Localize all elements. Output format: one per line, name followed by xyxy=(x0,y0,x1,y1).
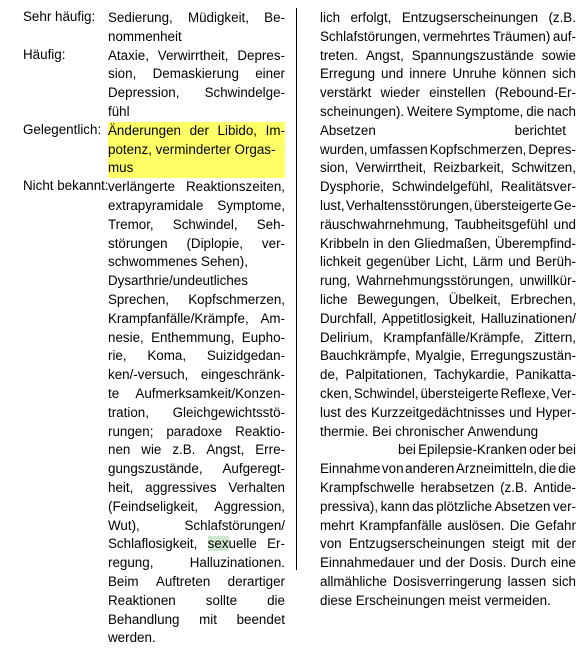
text-line: Schlaflosigkeit, sexuelle Er- xyxy=(108,536,285,552)
text-line: Dysphorie, Schwindelgefühl, Realitätsver- xyxy=(320,179,576,195)
text-line: Sedierung, Müdigkeit, Be- xyxy=(108,10,285,25)
frequency-label: Sehr häufig: xyxy=(23,9,96,24)
text-line: Einnahme von anderen Arzneimitteln, die die xyxy=(320,461,576,477)
text-line: Delirium, Krampfanfälle/Krämpfe, Zittern, xyxy=(320,329,576,345)
text-line: sion, Verwirrtheit, Reizbarkeit, Schwitzen, xyxy=(320,160,576,176)
text-line: sion, Demaskierung einer xyxy=(108,66,285,82)
text-line: Einnahmedauer und der Dosis. Durch eine xyxy=(320,555,576,571)
text-line: Krampfschwelle herabsetzen (z.B. Antide- xyxy=(320,479,576,495)
text-line: scheinungen). Weitere Symptome, die nach xyxy=(320,103,576,119)
text-line: Bauchkrämpfe, Myalgie, Erregungszustän- xyxy=(320,348,576,364)
text-line: extrapyramidale Symptome, xyxy=(108,197,285,213)
text-line: thermie. Bei chronischer Anwendung xyxy=(320,423,539,439)
text-line: rungen; paradoxe Reaktio- xyxy=(108,423,285,439)
text-line: rung, Wahrnehmungsstörungen, unwillkür- xyxy=(320,273,576,289)
frequency-label: Nicht bekannt: xyxy=(23,178,109,194)
text-line: de, Palpitationen, Tachykardie, Panikatta- xyxy=(320,367,576,383)
text-line: tration, Gleichgewichtsstö- xyxy=(108,404,285,420)
text-line: Depression, Schwindelge- xyxy=(108,85,285,101)
text-line: Sprechen, Kopfschmerzen, xyxy=(108,291,285,307)
text-line: Reaktionen sollte die xyxy=(108,592,285,608)
text-line: liche Bewegungen, Übelkeit, Erbrechen, xyxy=(320,291,576,307)
text-line: lich erfolgt, Entzugserscheinungen (z.B. xyxy=(320,10,576,25)
text-line: rie, Koma, Suizidgedan- xyxy=(108,348,285,364)
text-line: Änderungen der Libido, Im- xyxy=(108,122,285,138)
text-line: Behandlung mit beendet xyxy=(108,611,285,627)
frequency-effects xyxy=(108,9,285,47)
text-line: Ataxie, Verwirrtheit, Depres- xyxy=(108,47,285,63)
text-line: heit, aggressives Verhalten xyxy=(108,479,285,495)
text-line: Krampfanfälle/Krämpfe, Am- xyxy=(108,310,285,326)
text-line: potenz, verminderter Orgas- xyxy=(108,141,276,157)
text-line: mus xyxy=(108,160,134,176)
text-line: Absetzen berichtet xyxy=(320,122,566,138)
frequency-effects xyxy=(108,122,285,178)
text-line: allmähliche Dosisverringerung lassen sich xyxy=(320,573,576,589)
text-line: cken, Schwindel, übersteigerte Reflexe, Ver- xyxy=(320,385,576,401)
text-line: schwommenes Sehen), xyxy=(108,254,248,270)
text-line: werden. xyxy=(108,630,156,646)
text-line: nommenheit xyxy=(108,28,182,44)
text-line: wurden, umfassen Kopfschmerzen, Depres- xyxy=(320,141,576,157)
text-line: bei Epilepsie-Kranken oder bei xyxy=(398,442,576,458)
text-line: te Aufmerksamkeit/Konzen- xyxy=(108,385,285,401)
withdrawal-column xyxy=(320,9,576,611)
text-line: Durchfall, Appetitlosigkeit, Halluzinationen/ xyxy=(320,310,576,326)
text-line: gungszustände, Aufgeregt- xyxy=(108,461,285,477)
text-line: ken/-versuch, eingeschränk- xyxy=(108,367,285,383)
text-line: Dysarthrie/undeutliches xyxy=(108,273,248,289)
text-line: störungen (Diplopie, ver- xyxy=(108,235,285,251)
frequency-effects xyxy=(108,47,285,122)
text-line: lust, Verhaltensstörungen, übersteigerte Ge- xyxy=(320,197,576,213)
text-line: treten. Angst, Spannungszustände sowie xyxy=(320,47,576,63)
text-line: Schlafstörungen, vermehrtes Träumen) auf- xyxy=(320,28,576,44)
text-line: mehrt Krampfanfälle auslösen. Die Gefahr xyxy=(320,517,576,533)
text-line: Wut), Schlafstörungen/ xyxy=(108,517,285,533)
text-line: nen wie z.B. Angst, Erre- xyxy=(108,442,285,458)
text-line: pressiva), kann das plötzliche Absetzen ver- xyxy=(320,498,576,514)
text-line: Tremor, Schwindel, Seh- xyxy=(108,216,285,232)
text-line: fühl xyxy=(108,103,130,119)
text-line: verstärkt wieder einstellen (Rebound-Er- xyxy=(320,85,576,101)
frequency-label: Häufig: xyxy=(23,46,66,62)
text-line: Kribbeln in den Gliedmaßen, Überempfind- xyxy=(320,235,576,251)
text-line: diese Erscheinungen meist vermeiden. xyxy=(320,592,551,608)
text-line: nesie, Enthemmung, Eupho- xyxy=(108,329,285,345)
column-divider xyxy=(296,8,297,570)
text-line: Erregung und innere Unruhe können sich xyxy=(320,66,576,82)
frequency-label: Gelegentlich: xyxy=(23,121,102,137)
text-line: von Entzugserscheinungen steigt mit der xyxy=(320,536,576,552)
text-line: (Feindseligkeit, Aggression, xyxy=(108,498,285,514)
text-line: lust des Kurzzeitgedächtnisses und Hyper- xyxy=(320,404,576,420)
text-line: regung, Halluzinationen. xyxy=(108,555,285,571)
text-line: verlängerte Reaktionszeiten, xyxy=(108,179,285,195)
text-line: räuschwahrnehmung, Taubheitsgefühl und xyxy=(320,216,576,232)
text-line: Beim Auftreten derartiger xyxy=(108,573,285,589)
text-line: lichkeit gegenüber Licht, Lärm und Berüh- xyxy=(320,254,576,270)
